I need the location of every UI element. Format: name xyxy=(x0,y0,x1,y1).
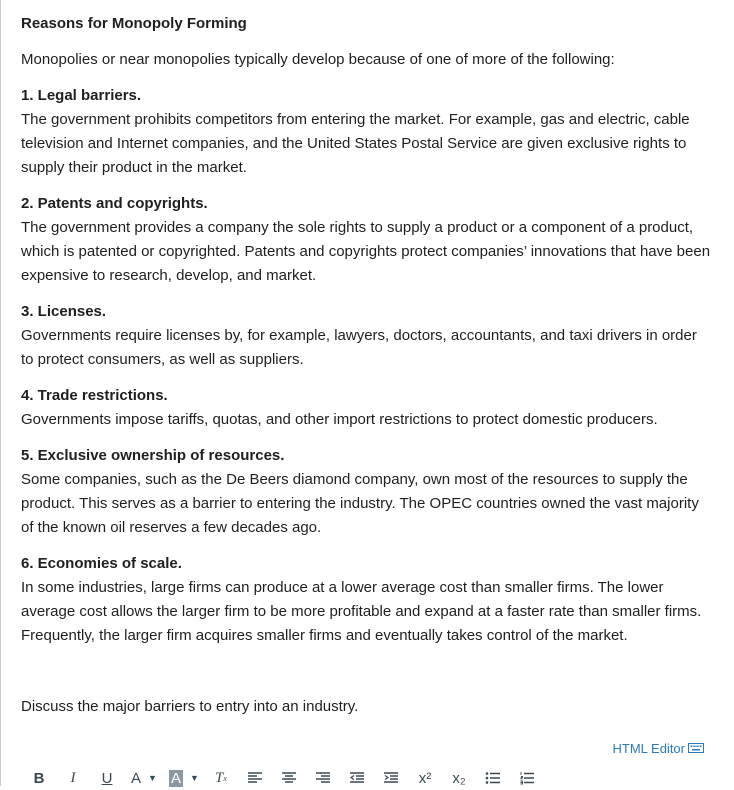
caret-down-icon[interactable]: ▼ xyxy=(190,773,199,783)
align-center-button[interactable] xyxy=(272,766,306,790)
item-text: The government provides a company the sole rights to supply a product or a component of a product, which is patented or copyrighted. Patents and copyrights protect companies’ innovations that have been expensive to research, develop, and market. xyxy=(21,219,711,284)
article-intro: Monopolies or near monopolies typically develop because of one of more of the following: xyxy=(21,51,615,68)
html-editor-label[interactable]: HTML Editor xyxy=(612,741,685,756)
subscript-button[interactable]: x₂ xyxy=(452,769,466,787)
numbered-list-icon xyxy=(519,771,535,785)
align-center-icon xyxy=(281,771,297,785)
text-color-button[interactable] xyxy=(124,766,164,790)
list-item xyxy=(21,84,711,180)
bold-button[interactable]: B xyxy=(33,769,45,787)
list-item xyxy=(21,552,711,648)
item-heading: 5. Exclusive ownership of resources. xyxy=(21,447,285,464)
list-item xyxy=(21,192,711,288)
superscript-button[interactable]: x² xyxy=(418,769,432,787)
align-right-button[interactable] xyxy=(306,766,340,790)
clear-formatting-label[interactable]: T xyxy=(215,769,224,786)
list-item xyxy=(21,384,711,432)
item-heading: 4. Trade restrictions. xyxy=(21,387,168,404)
html-editor-link[interactable] xyxy=(613,741,704,756)
item-text: In some industries, large firms can produce at a lower average cost than smaller firms. The lower average cost allows the larger firm to be more profitable and expand at a faster rate than smaller firms. Frequently, the larger firm acquires smaller firms and eventually takes control of the market. xyxy=(21,579,702,644)
article-title: Reasons for Monopoly Forming xyxy=(21,15,247,32)
item-text: The government prohibits competitors from entering the market. For example, gas and electric, cable television and Internet companies, and the United States Postal Service are given exclusive rights to supply their product in the market. xyxy=(21,111,690,176)
indent-button[interactable] xyxy=(374,766,408,790)
item-heading: 6. Economies of scale. xyxy=(21,555,182,572)
frame-left-border xyxy=(0,0,1,786)
underline-button[interactable]: U xyxy=(101,769,113,787)
numbered-list-button[interactable] xyxy=(510,766,544,790)
list-item xyxy=(21,300,711,372)
text-color-label[interactable]: A xyxy=(131,769,142,787)
caret-down-icon[interactable]: ▼ xyxy=(148,773,157,783)
align-left-button[interactable] xyxy=(238,766,272,790)
bullet-list-icon xyxy=(485,771,501,785)
bullet-list-button[interactable] xyxy=(476,766,510,790)
list-item xyxy=(21,444,711,540)
item-heading: 1. Legal barriers. xyxy=(21,87,142,104)
highlight-button[interactable] xyxy=(164,766,204,790)
clear-x-icon[interactable]: x xyxy=(223,773,227,783)
question-content xyxy=(21,12,711,660)
item-text: Some companies, such as the De Beers diamond company, own most of the resources to supply the product. This serves as a barrier to entering the industry. The OPEC countries owned the vast majority of the known oil reserves a few decades ago. xyxy=(21,471,699,536)
clear-formatting-button[interactable] xyxy=(204,766,238,790)
italic-button[interactable]: I xyxy=(70,769,76,786)
indent-icon xyxy=(383,771,399,785)
item-heading: 3. Licenses. xyxy=(21,303,107,320)
highlight-label[interactable]: A xyxy=(171,769,182,787)
rce-toolbar xyxy=(22,766,544,790)
outdent-button[interactable] xyxy=(340,766,374,790)
item-heading: 2. Patents and copyrights. xyxy=(21,195,208,212)
item-text: Governments require licenses by, for example, lawyers, doctors, accountants, and taxi drivers in order to protect consumers, as well as suppliers. xyxy=(21,327,697,368)
question-prompt: Discuss the major barriers to entry into an industry. xyxy=(21,698,359,715)
align-left-icon xyxy=(247,771,263,785)
outdent-icon xyxy=(349,771,365,785)
item-text: Governments impose tariffs, quotas, and other import restrictions to protect domestic producers. xyxy=(21,411,658,428)
align-right-icon xyxy=(315,771,331,785)
keyboard-icon[interactable] xyxy=(688,741,704,756)
